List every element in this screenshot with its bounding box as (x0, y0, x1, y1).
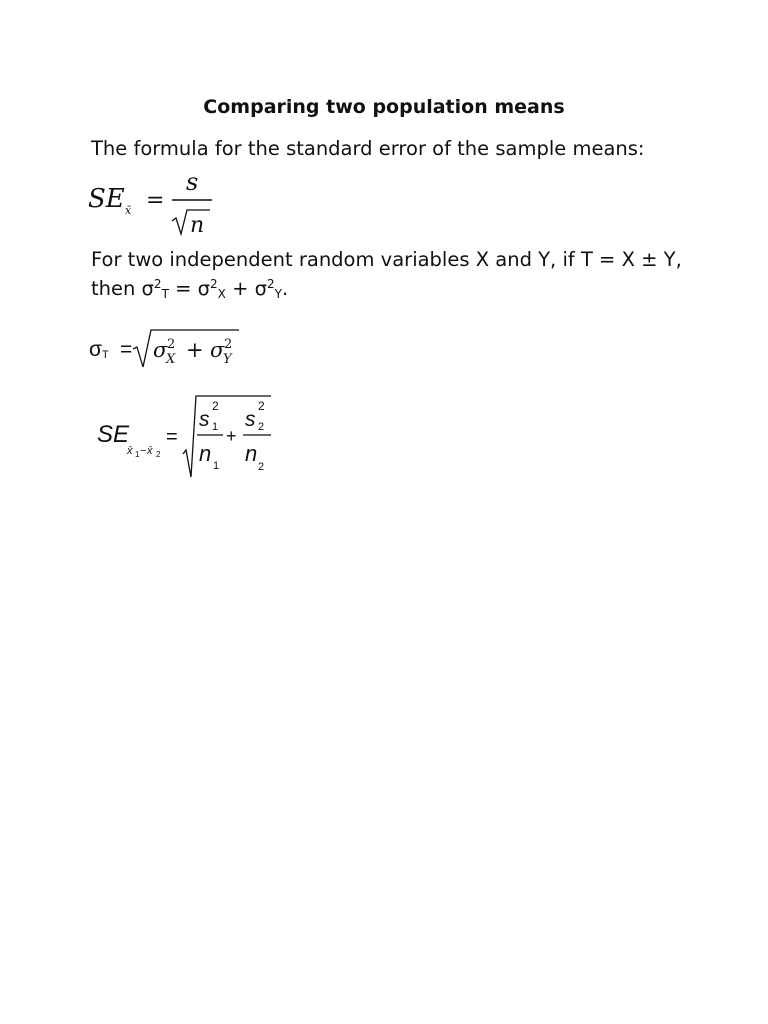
formula1-equals: = (146, 188, 165, 213)
formula2-term2-sup: 2 (224, 337, 233, 352)
formula3-n2-sub: 2 (258, 461, 265, 473)
formula-sigma-t (89, 327, 249, 373)
formula3-equals: = (166, 426, 178, 448)
formula-se-difference (95, 392, 285, 482)
formula2-equals: = (120, 338, 133, 361)
variance-then-text: then σ (91, 277, 154, 300)
variance-period: . (281, 277, 289, 300)
formula2-lhs: σ (89, 338, 102, 361)
formula2-term1-sup: 2 (167, 337, 176, 352)
paragraph-variance-sum (91, 245, 682, 303)
formula2-lhs-subscript: T (102, 349, 109, 361)
formula-standard-error (88, 168, 228, 242)
formula2-term1-sub: X (166, 352, 176, 367)
formula3-s1-sup: 2 (212, 399, 219, 413)
variance-sub: T (161, 287, 169, 301)
formula3-minus: − (140, 445, 147, 457)
variance-sub: X (217, 287, 226, 301)
formula3-s2-sub: 2 (258, 421, 265, 433)
variance-sub: Y (274, 287, 282, 301)
page-title: Comparing two population means (203, 96, 565, 118)
formula1-lhs: SE (88, 184, 125, 214)
formula2-plus: + (186, 338, 204, 362)
formula3-xbar: x̄ (147, 445, 153, 457)
formula3-sub-two: 2 (156, 450, 161, 459)
formula1-numerator: s (186, 168, 199, 196)
formula3-lhs: SE (97, 421, 130, 448)
formula3-s1: s (199, 408, 210, 431)
formula3-s2: s (245, 408, 256, 431)
variance-sup: 2 (210, 277, 218, 291)
variance-plus-text: + σ (225, 277, 267, 300)
formula1-denominator: n (190, 213, 205, 238)
formula3-n2: n (245, 441, 258, 466)
paragraph-standard-error: The formula for the standard error of the sample means: (91, 137, 645, 160)
formula3-plus: + (226, 426, 237, 446)
formula3-s1-sub: 1 (212, 421, 219, 433)
formula3-n1: n (199, 441, 212, 466)
formula3-n1-sub: 1 (213, 460, 220, 472)
formula3-sub-one: 1 (135, 450, 140, 459)
formula2-term2: σ (210, 338, 225, 362)
variance-sup: 2 (153, 277, 162, 291)
paragraph-variance-line2 (91, 274, 682, 303)
formula3-xbar: x̄ (127, 445, 133, 457)
formula2-term2-sub: Y (223, 352, 232, 367)
variance-eq-text: = σ (168, 277, 211, 300)
paragraph-variance-line1: For two independent random variables X and Y, if T = X ± Y, (91, 248, 682, 271)
formula1-lhs-subscript: x̄ (125, 204, 132, 217)
formula2-term1: σ (153, 338, 168, 362)
formula3-s2-sup: 2 (258, 399, 265, 413)
variance-sup: 2 (267, 277, 275, 291)
